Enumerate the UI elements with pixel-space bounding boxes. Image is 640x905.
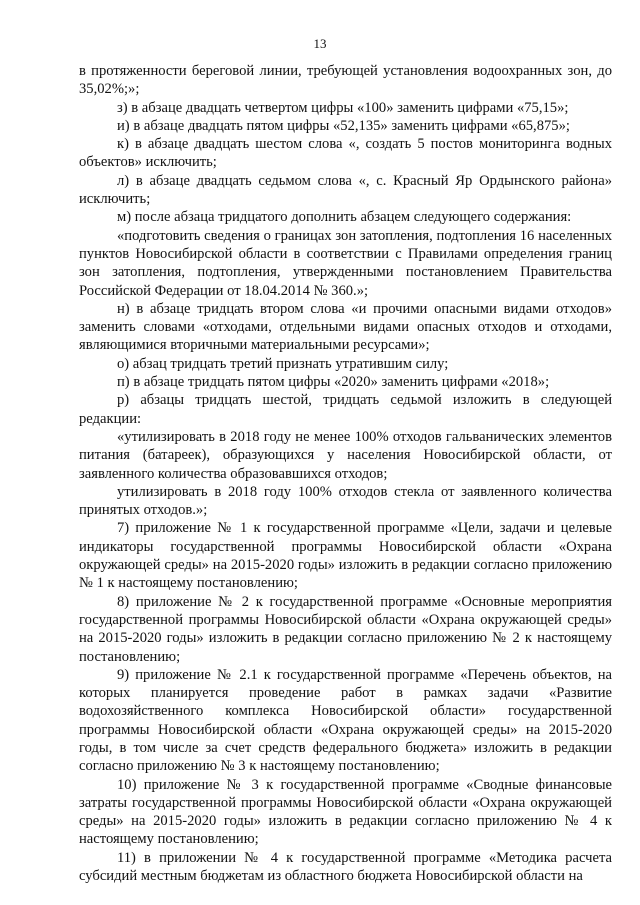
- paragraph-item-p: п) в абзаце тридцать пятом цифры «2020» заменить цифрами «2018»;: [117, 374, 550, 391]
- paragraph-item-9: 9) приложение № 2.1 к государственной программе «Перечень объектов, на которых планируется проведение работ в рамках задачи «Развитие водохозяйственного комплекса Новосибирской области» государственной программы Новосибирской области «Охрана окружающей среды» на 2015-2020 годы, в том числе за счет средств федерального бюджета» изложить в редакции согласно приложению № 3 к настоящему постановлению;: [79, 666, 612, 775]
- paragraph-item-o: о) абзац тридцать третий признать утратившим силу;: [117, 355, 449, 372]
- paragraph-item-8: 8) приложение № 2 к государственной программе «Основные мероприятия государственной программы Новосибирской области «Охрана окружающей среды» на 2015-2020 годы» изложить в редакции согласно приложению № 2 к настоящему постановлению;: [79, 593, 612, 665]
- paragraph-item-10: 10) приложение № 3 к государственной программе «Сводные финансовые затраты государственной программы Новосибирской области «Охрана окружающей среды» на 2015-2020 годы» изложить в редакции согласно приложению № 4 к настоящему постановлению;: [79, 776, 612, 848]
- paragraph-quote-flood-zones: «подготовить сведения о границах зон затопления, подтопления 16 населенных пунктов Новосибирской области в соответствии с Правилами определения границ зон затопления, подтопления, утвержденными постановлением Правительства Российской Федерации от 18.04.2014 № 360.»;: [79, 227, 612, 299]
- paragraph-item-n: н) в абзаце тридцать втором слова «и прочими опасными видами отходов» заменить словами «отходами, отдельными видами опасных отходов и отходами, являющимися вторичными материальными ресурсами»;: [79, 300, 612, 354]
- paragraph-item-11: 11) в приложении № 4 к государственной программе «Методика расчета субсидий местным бюджетам из областного бюджета Новосибирской области на: [79, 849, 612, 885]
- paragraph-quote-batteries: «утилизировать в 2018 году не менее 100% отходов гальванических элементов питания (батареек), образующихся у населения Новосибирской области, от заявленного количества образовавшихся отходов;: [79, 428, 612, 482]
- paragraph-item-z: з) в абзаце двадцать четвертом цифры «100» заменить цифрами «75,15»;: [117, 99, 569, 116]
- page-number: 13: [313, 36, 327, 51]
- paragraph-continuation: в протяженности береговой линии, требующей установления водоохранных зон, до 35,02%;»;: [79, 63, 612, 98]
- paragraph-item-i: и) в абзаце двадцать пятом цифры «52,135» заменить цифрами «65,875»;: [117, 117, 570, 134]
- paragraph-item-m: м) после абзаца тридцатого дополнить абзацем следующего содержания:: [117, 209, 572, 226]
- paragraph-item-7: 7) приложение № 1 к государственной программе «Цели, задачи и целевые индикаторы государственной программы Новосибирской области «Охрана окружающей среды» на 2015-2020 годы» изложить в редакции согласно приложению № 1 к настоящему постановлению;: [79, 520, 612, 592]
- paragraph-item-l: л) в абзаце двадцать седьмом слова «, с. Красный Яр Ордынского района» исключить;: [79, 172, 612, 208]
- document-body: [79, 62, 612, 885]
- paragraph-quote-glass: утилизировать в 2018 году 100% отходов стекла от заявленного количества принятых отходов.»;: [79, 483, 612, 519]
- paragraph-item-r: р) абзацы тридцать шестой, тридцать седьмой изложить в следующей редакции:: [79, 392, 612, 427]
- paragraph-item-k: к) в абзаце двадцать шестом слова «, создать 5 постов мониторинга водных объектов» исключить;: [79, 136, 612, 171]
